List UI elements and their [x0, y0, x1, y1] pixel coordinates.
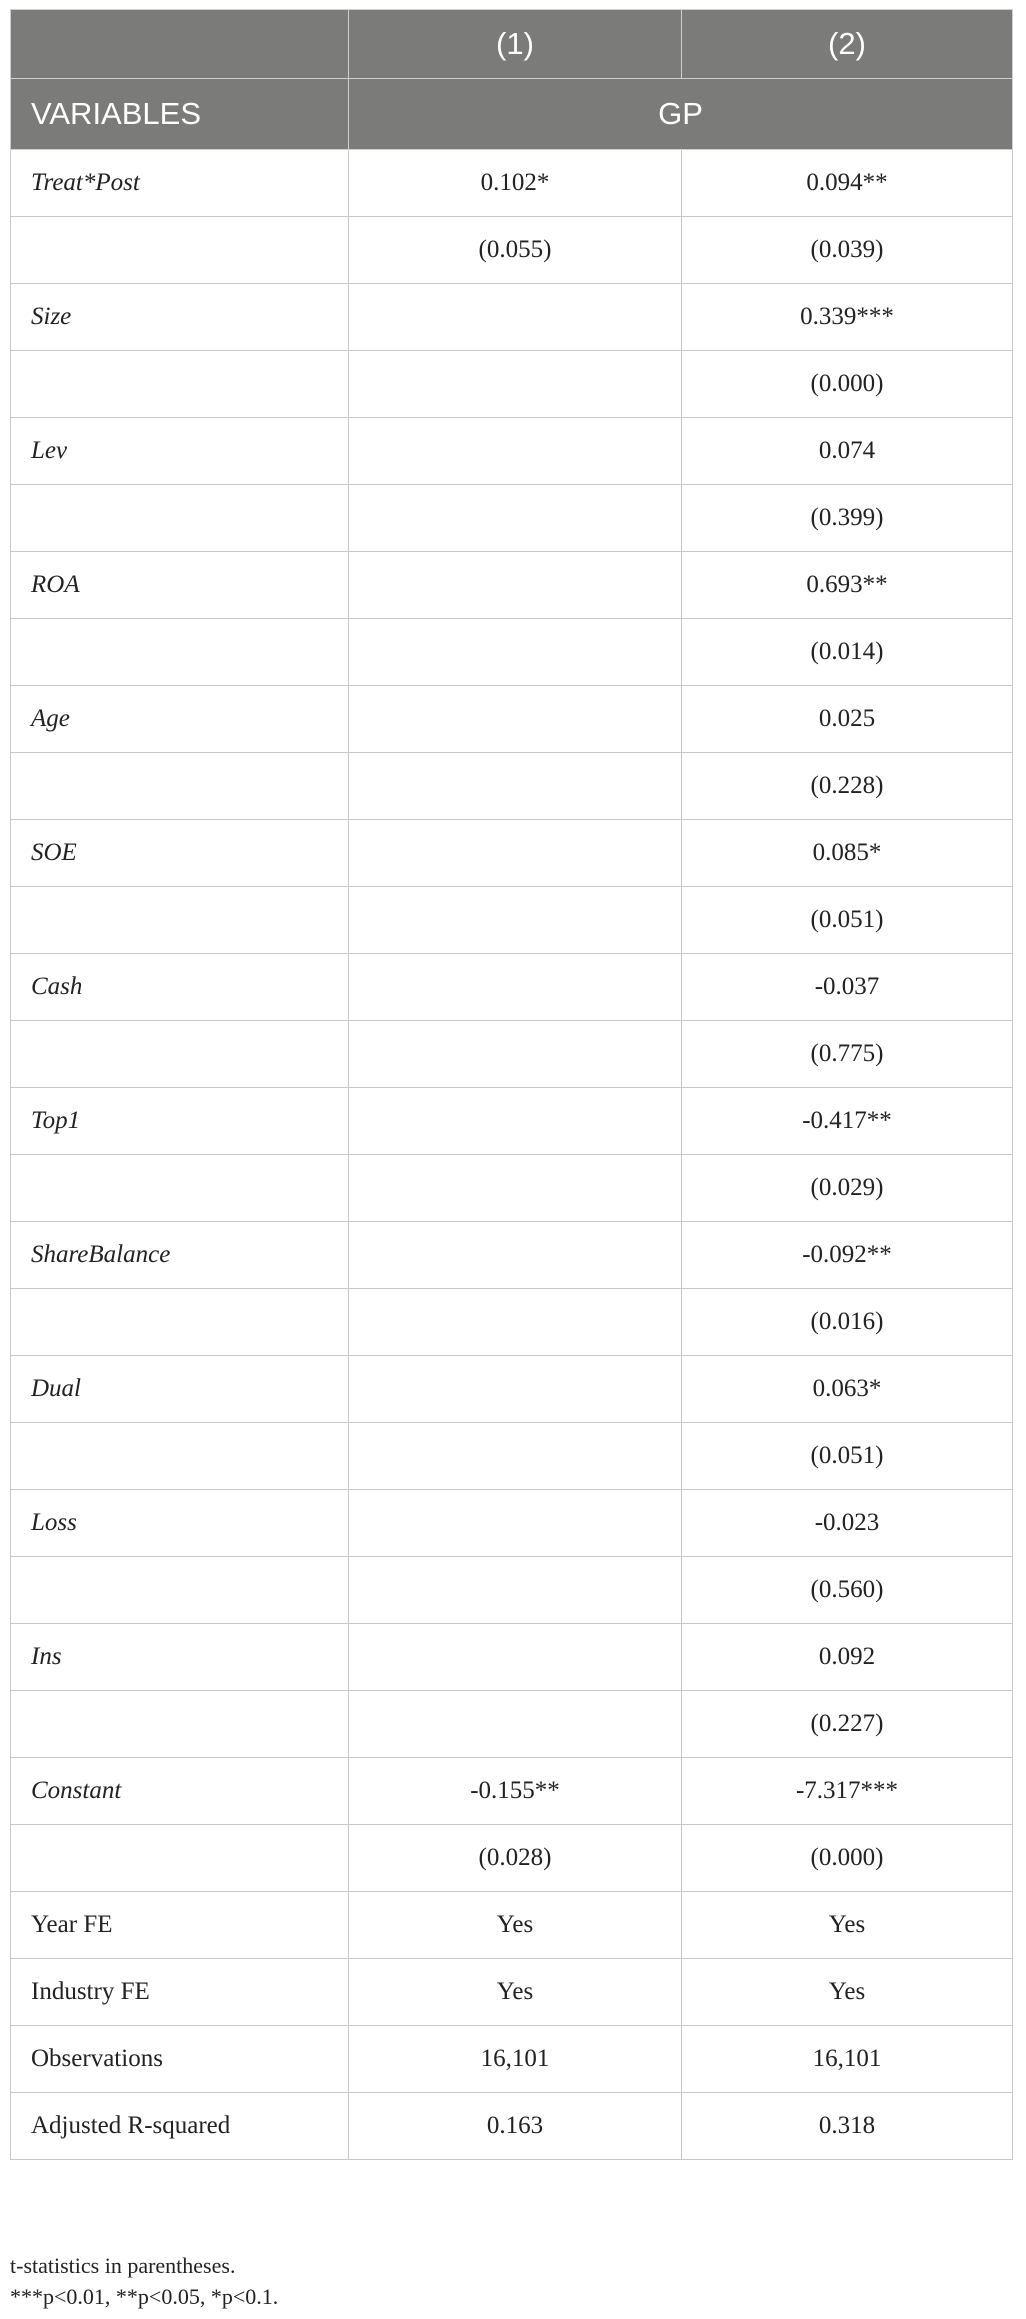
row-value-column-2: (0.051)	[682, 887, 1013, 954]
row-value-column-2: (0.000)	[682, 1825, 1013, 1892]
row-value-column-1	[349, 1423, 682, 1490]
row-variable-label: Size	[11, 284, 349, 351]
row-variable-label	[11, 619, 349, 686]
row-variable-label: ROA	[11, 552, 349, 619]
row-value-column-1	[349, 1222, 682, 1289]
row-value-column-1	[349, 686, 682, 753]
row-value-column-2: -0.023	[682, 1490, 1013, 1557]
table-row	[11, 1356, 1013, 1423]
row-value-column-1: Yes	[349, 1959, 682, 2026]
row-value-column-1	[349, 1289, 682, 1356]
row-value-column-2: -7.317***	[682, 1758, 1013, 1825]
header-variables-label: VARIABLES	[11, 79, 349, 150]
table-row	[11, 351, 1013, 418]
row-value-column-2: Yes	[682, 1892, 1013, 1959]
row-value-column-1: -0.155**	[349, 1758, 682, 1825]
row-value-column-1	[349, 1021, 682, 1088]
row-value-column-1	[349, 1624, 682, 1691]
regression-table-container	[10, 9, 1012, 2160]
row-value-column-2: (0.014)	[682, 619, 1013, 686]
table-row	[11, 1959, 1013, 2026]
table-row	[11, 1892, 1013, 1959]
table-row	[11, 1222, 1013, 1289]
table-row	[11, 1758, 1013, 1825]
table-row	[11, 1021, 1013, 1088]
row-value-column-1	[349, 1088, 682, 1155]
row-variable-label	[11, 1825, 349, 1892]
row-value-column-1	[349, 552, 682, 619]
row-value-column-2: 0.693**	[682, 552, 1013, 619]
row-variable-label: ShareBalance	[11, 1222, 349, 1289]
row-value-column-2: 0.085*	[682, 820, 1013, 887]
table-row	[11, 2026, 1013, 2093]
row-value-column-2: (0.399)	[682, 485, 1013, 552]
row-value-column-2: (0.016)	[682, 1289, 1013, 1356]
row-variable-label	[11, 753, 349, 820]
table-row	[11, 1490, 1013, 1557]
table-notes	[10, 2250, 1012, 2312]
row-value-column-1	[349, 351, 682, 418]
header-row-variables	[11, 79, 1013, 150]
row-variable-label	[11, 1289, 349, 1356]
row-value-column-2: (0.029)	[682, 1155, 1013, 1222]
row-value-column-2: 16,101	[682, 2026, 1013, 2093]
row-variable-label: SOE	[11, 820, 349, 887]
row-value-column-2: (0.227)	[682, 1691, 1013, 1758]
header-empty-cell	[11, 10, 349, 79]
row-variable-label: Constant	[11, 1758, 349, 1825]
row-variable-label	[11, 1691, 349, 1758]
table-row	[11, 1825, 1013, 1892]
row-value-column-2: (0.039)	[682, 217, 1013, 284]
row-value-column-1	[349, 1691, 682, 1758]
row-variable-label: Dual	[11, 1356, 349, 1423]
row-value-column-1: Yes	[349, 1892, 682, 1959]
row-value-column-2: 0.318	[682, 2093, 1013, 2160]
row-variable-label: Observations	[11, 2026, 349, 2093]
table-row	[11, 619, 1013, 686]
row-value-column-2: -0.037	[682, 954, 1013, 1021]
regression-table	[10, 9, 1013, 2160]
row-value-column-1: 0.102*	[349, 150, 682, 217]
header-column-2: (2)	[682, 10, 1013, 79]
table-row	[11, 1691, 1013, 1758]
table-row	[11, 284, 1013, 351]
row-value-column-2: 0.025	[682, 686, 1013, 753]
note-significance-levels: ***p<0.01, **p<0.05, *p<0.1.	[10, 2284, 279, 2309]
row-variable-label: Age	[11, 686, 349, 753]
row-value-column-2: 0.074	[682, 418, 1013, 485]
table-row	[11, 418, 1013, 485]
row-variable-label: Top1	[11, 1088, 349, 1155]
table-row	[11, 552, 1013, 619]
table-row	[11, 485, 1013, 552]
table-row	[11, 2093, 1013, 2160]
row-variable-label	[11, 485, 349, 552]
header-dependent-variable: GP	[349, 79, 1013, 150]
row-value-column-2: (0.560)	[682, 1557, 1013, 1624]
table-row	[11, 150, 1013, 217]
table-row	[11, 887, 1013, 954]
table-row	[11, 686, 1013, 753]
row-variable-label: Loss	[11, 1490, 349, 1557]
table-row	[11, 753, 1013, 820]
table-body	[11, 150, 1013, 2160]
row-variable-label	[11, 1155, 349, 1222]
row-value-column-2: -0.417**	[682, 1088, 1013, 1155]
row-value-column-1: 0.163	[349, 2093, 682, 2160]
table-row	[11, 1624, 1013, 1691]
row-value-column-1	[349, 1490, 682, 1557]
table-row	[11, 1289, 1013, 1356]
row-variable-label: Lev	[11, 418, 349, 485]
table-row	[11, 1088, 1013, 1155]
row-value-column-1	[349, 1557, 682, 1624]
row-variable-label: Cash	[11, 954, 349, 1021]
note-t-statistics: t-statistics in parentheses.	[10, 2253, 236, 2278]
table-row	[11, 1155, 1013, 1222]
header-column-1: (1)	[349, 10, 682, 79]
row-value-column-2: 0.063*	[682, 1356, 1013, 1423]
row-value-column-1	[349, 485, 682, 552]
row-value-column-2: 0.339***	[682, 284, 1013, 351]
row-value-column-2: (0.228)	[682, 753, 1013, 820]
row-variable-label	[11, 1021, 349, 1088]
row-value-column-1	[349, 284, 682, 351]
table-row	[11, 1423, 1013, 1490]
row-variable-label: Ins	[11, 1624, 349, 1691]
table-row	[11, 1557, 1013, 1624]
row-value-column-1: 16,101	[349, 2026, 682, 2093]
row-value-column-2: 0.092	[682, 1624, 1013, 1691]
row-value-column-2: (0.775)	[682, 1021, 1013, 1088]
row-value-column-2: 0.094**	[682, 150, 1013, 217]
row-variable-label: Industry FE	[11, 1959, 349, 2026]
row-value-column-1: (0.028)	[349, 1825, 682, 1892]
row-value-column-2: -0.092**	[682, 1222, 1013, 1289]
row-value-column-1	[349, 887, 682, 954]
row-value-column-2: Yes	[682, 1959, 1013, 2026]
row-value-column-1: (0.055)	[349, 217, 682, 284]
row-variable-label: Treat*Post	[11, 150, 349, 217]
row-variable-label: Adjusted R-squared	[11, 2093, 349, 2160]
row-variable-label	[11, 887, 349, 954]
row-variable-label	[11, 1557, 349, 1624]
row-value-column-1	[349, 1155, 682, 1222]
row-value-column-1	[349, 820, 682, 887]
table-header	[11, 10, 1013, 150]
row-variable-label	[11, 217, 349, 284]
row-variable-label	[11, 351, 349, 418]
row-value-column-1	[349, 1356, 682, 1423]
row-value-column-1	[349, 954, 682, 1021]
row-variable-label: Year FE	[11, 1892, 349, 1959]
row-value-column-1	[349, 619, 682, 686]
header-row-columns	[11, 10, 1013, 79]
row-value-column-2: (0.051)	[682, 1423, 1013, 1490]
row-variable-label	[11, 1423, 349, 1490]
row-value-column-1	[349, 418, 682, 485]
row-value-column-1	[349, 753, 682, 820]
row-value-column-2: (0.000)	[682, 351, 1013, 418]
table-row	[11, 820, 1013, 887]
table-row	[11, 217, 1013, 284]
table-row	[11, 954, 1013, 1021]
